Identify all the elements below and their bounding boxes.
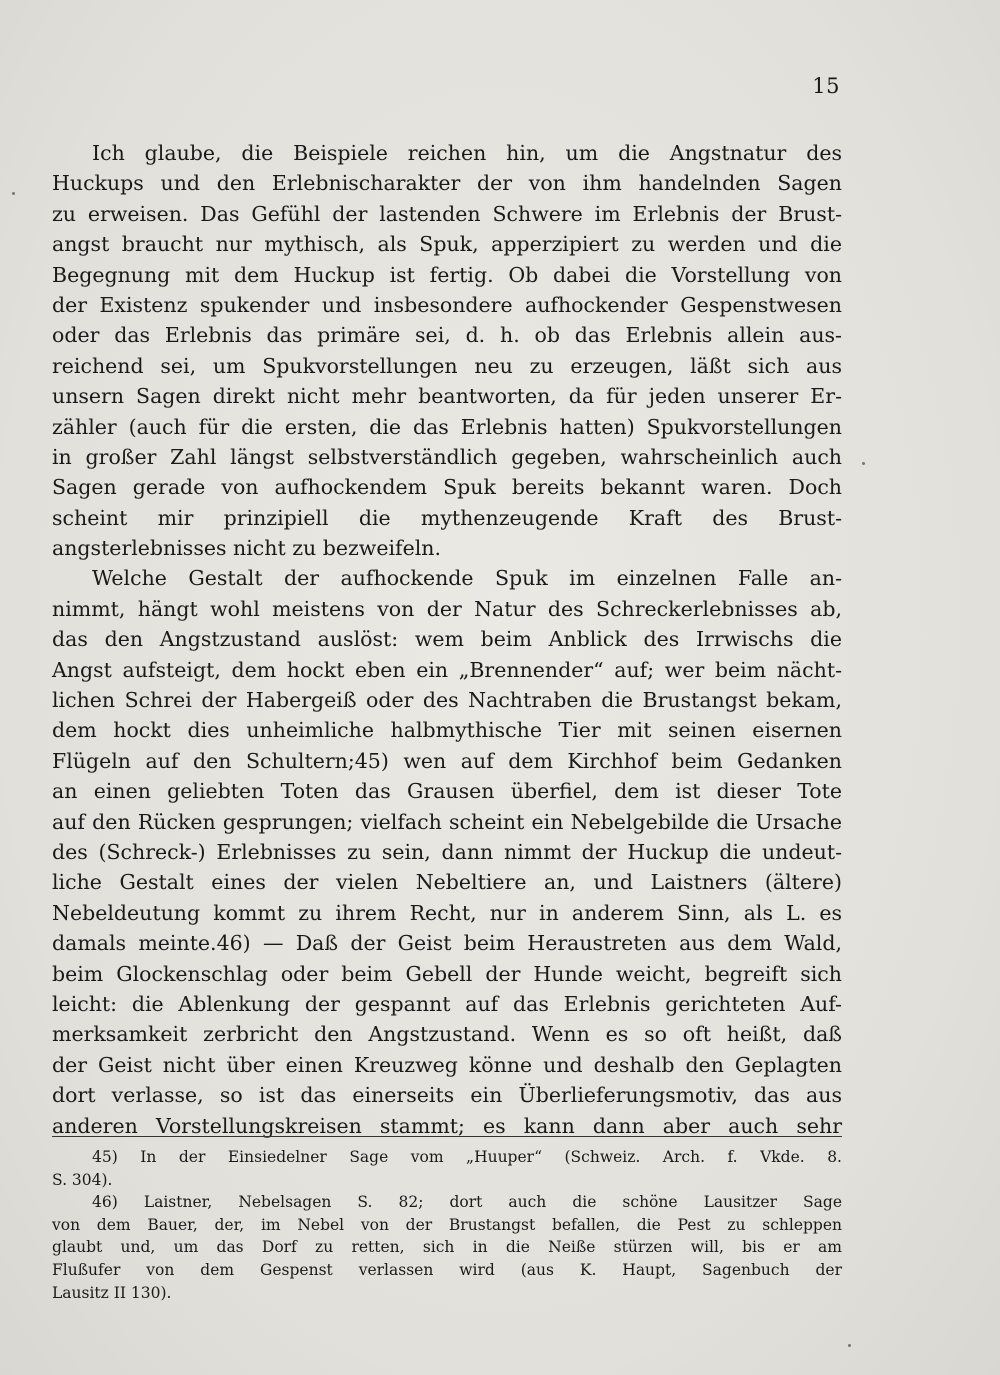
footnote-line: Flußufer von dem Gespenst verlassen wird (aus K. Haupt, Sagenbuch der [52,1260,842,1279]
paragraph-2 [52,563,842,1140]
text-line: Angst aufsteigt, dem hockt eben ein „Brennender“ auf; wer beim nächt- [52,657,842,682]
text-line: angst braucht nur mythisch, als Spuk, apperzipiert zu werden und die [52,232,842,257]
footnote-line: Lausitz II 130). [52,1283,172,1302]
body-text [52,138,842,1141]
text-line: nimmt, hängt wohl meistens von der Natur des Schreckerlebnisses ab, [52,596,842,621]
footnote-line: S. 304). [52,1170,113,1189]
text-line: das den Angstzustand auslöst: wem beim Anblick des Irrwischs die [52,627,842,652]
text-line: an einen geliebten Toten das Grausen überfiel, dem ist dieser Tote [52,779,842,804]
text-line: merksamkeit zerbricht den Angstzustand. Wenn es so oft heißt, daß [52,1022,842,1047]
text-line: des (Schreck-) Erlebnisses zu sein, dann nimmt der Huckup die undeut- [52,839,842,864]
footnote-line: glaubt und, um das Dorf zu retten, sich in die Neiße stürzen will, bis er am [52,1238,842,1257]
text-line: beim Glockenschlag oder beim Gebell der Hunde weicht, begreift sich [52,961,842,986]
paragraph-1 [52,138,842,563]
text-line: leicht: die Ablenkung der gespannt auf das Erlebnis gerichteten Auf- [52,991,842,1016]
text-line: zu erweisen. Das Gefühl der lastenden Schwere im Erlebnis der Brust- [52,201,842,226]
paper-speck [12,192,15,195]
text-line: Ich glaube, die Beispiele reichen hin, um die Angstnatur des [92,141,842,165]
text-line: Welche Gestalt der aufhockende Spuk im einzelnen Falle an- [92,566,842,591]
paper-speck [848,1344,851,1347]
text-line: anderen Vorstellungskreisen stammt; es kann dann aber auch sehr [52,1113,842,1138]
text-line: Sagen gerade von aufhockendem Spuk bereits bekannt waren. Doch [52,475,842,500]
footnote-45 [52,1146,842,1191]
text-line: auf den Rücken gesprungen; vielfach scheint ein Nebelgebilde die Ursache [52,809,842,834]
text-line: der Existenz spukender und insbesondere aufhockender Gespenstwesen [52,292,842,317]
text-line: Huckups und den Erlebnischarakter der von ihm handelnden Sagen [52,171,842,196]
footnotes [52,1146,842,1304]
text-line: damals meinte.46) — Daß der Geist beim Heraustreten aus dem Wald, [52,931,842,956]
text-line: Begegnung mit dem Huckup ist fertig. Ob dabei die Vorstellung von [52,262,842,287]
footnote-46 [52,1191,842,1304]
footnote-line: 46) Laistner, Nebelsagen S. 82; dort auch die schöne Lausitzer Sage [92,1193,842,1212]
text-line: dort verlasse, so ist das einerseits ein Überlieferungsmotiv, das aus [52,1083,842,1108]
footnote-line: von dem Bauer, der, im Nebel von der Brustangst befallen, die Pest zu schleppen [52,1215,842,1234]
text-line: angsterlebnisses nicht zu bezweifeln. [52,536,442,561]
text-line: lichen Schrei der Habergeiß oder des Nachtraben die Brustangst bekam, [52,688,842,713]
text-line: liche Gestalt eines der vielen Nebeltiere an, und Laistners (ältere) [52,870,842,895]
page-number: 15 [812,74,840,98]
text-line: scheint mir prinzipiell die mythenzeugende Kraft des Brust- [52,505,842,530]
text-line: der Geist nicht über einen Kreuzweg könne und deshalb den Geplagten [52,1052,842,1077]
text-line: Flügeln auf den Schultern;45) wen auf dem Kirchhof beim Gedanken [52,748,842,773]
footnote-divider [52,1136,842,1137]
text-line: reichend sei, um Spukvorstellungen neu zu erzeugen, läßt sich aus [52,353,842,378]
text-line: zähler (auch für die ersten, die das Erlebnis hatten) Spukvorstellungen [52,414,842,439]
text-line: dem hockt dies unheimliche halbmythische Tier mit seinen eisernen [52,718,842,743]
text-line: Nebeldeutung kommt zu ihrem Recht, nur in anderem Sinn, als L. es [52,900,842,925]
text-line: unsern Sagen direkt nicht mehr beantworten, da für jeden unserer Er- [52,384,842,409]
text-line: in großer Zahl längst selbstverständlich gegeben, wahrscheinlich auch [52,444,842,469]
paper-speck [862,462,865,465]
text-line: oder das Erlebnis das primäre sei, d. h. ob das Erlebnis allein aus- [52,323,842,348]
footnote-line: 45) In der Einsiedelner Sage vom „Huuper“ (Schweiz. Arch. f. Vkde. 8. [92,1148,842,1166]
